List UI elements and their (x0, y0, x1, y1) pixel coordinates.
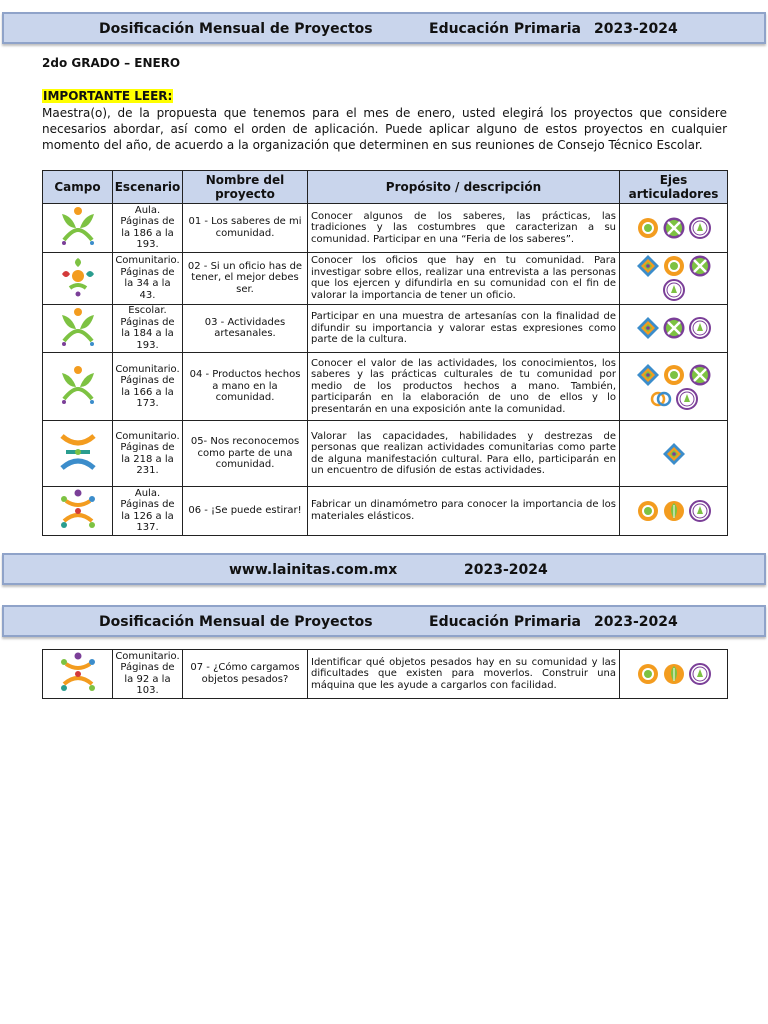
nombre-cell: 01 - Los saberes de mi comunidad. (183, 204, 308, 253)
ejes-icons (635, 216, 713, 240)
ejes-icons (635, 316, 713, 340)
interculturalidad-icon (688, 254, 712, 278)
descripcion-cell: Valorar las capacidades, habilidades y destrezas de personas que realizan actividades comunitarias como parte de alguna manifestación cultural. Para ello, participarán en un encuentro de difusión de estas actividades. (308, 421, 620, 487)
ejes-icons (624, 363, 724, 411)
table-header-row (43, 171, 728, 204)
ejes-cell (620, 421, 728, 487)
escenario-cell: Comunitario. Páginas de la 218 a la 231. (113, 421, 183, 487)
header-banner (2, 12, 766, 44)
descripcion-cell: Conocer el valor de las actividades, los conocimientos, los saberes y las prácticas culturales de tu comunidad por medio de los productos hechos a mano. También, participarán en la elaboración de uno de ellos y lo presentarán en una exposición ante la comunidad. (308, 353, 620, 421)
table-row (43, 650, 728, 699)
de-lo-humano-comunitario-icon (56, 254, 100, 302)
table-row (43, 487, 728, 536)
campo-cell (43, 353, 113, 421)
interculturalidad-icon (688, 363, 712, 387)
ejes-icons (661, 442, 687, 466)
header-level: Educación Primaria (429, 21, 582, 37)
descripcion-cell: Conocer los oficios que hay en tu comunidad. Para investigar sobre ellos, realizar una entrevista a las personas que los ejercen y difundirla en su comunidad con el fin de valorar la importancia de tener un oficio. (308, 252, 620, 304)
footer-banner (2, 553, 766, 585)
column-header-nombre: Nombre del proyecto (183, 171, 308, 204)
lenguajes-icon (56, 430, 100, 478)
pensamiento-critico-icon (636, 499, 660, 523)
table-row (43, 421, 728, 487)
column-header-ejes: Ejes articuladores (620, 171, 728, 204)
important-label: IMPORTANTE LEER: (43, 89, 173, 103)
column-header-campo: Campo (43, 171, 113, 204)
header-banner-page2 (2, 605, 766, 637)
etica-naturaleza-icon (56, 363, 100, 411)
campo-cell (43, 204, 113, 253)
pensamiento-critico-icon (636, 216, 660, 240)
projects-table-page2 (42, 649, 728, 699)
escenario-cell: Comunitario. Páginas de la 34 a la 43. (113, 252, 183, 304)
header-title: Dosificación Mensual de Proyectos (99, 21, 373, 37)
vida-saludable-icon (688, 499, 712, 523)
nombre-cell: 04 - Productos hechos a mano en la comunidad. (183, 353, 308, 421)
escenario-cell: Aula. Páginas de la 186 a la 193. (113, 204, 183, 253)
escenario-cell: Escolar. Páginas de la 184 a la 193. (113, 304, 183, 353)
header-level: Educación Primaria (429, 614, 582, 630)
saberes-cientifico-icon (56, 650, 100, 698)
descripcion-cell: Identificar qué objetos pesados hay en su comunidad y las dificultades que existen para moverlos. Construir una máquina que les ayude a cargarlos con facilidad. (308, 650, 620, 699)
descripcion-cell: Conocer algunos de los saberes, las prácticas, las tradiciones y las costumbres que caracterizan a su comunidad. Participar en una “Feria de los saberes”. (308, 204, 620, 253)
campo-cell (43, 421, 113, 487)
inclusion-icon (636, 363, 660, 387)
etica-naturaleza-icon (56, 305, 100, 353)
vida-saludable-icon (688, 216, 712, 240)
artes-icon (662, 662, 686, 686)
saberes-cientifico-icon (56, 487, 100, 535)
nombre-cell: 03 - Actividades artesanales. (183, 304, 308, 353)
escenario-cell: Comunitario. Páginas de la 92 a la 103. (113, 650, 183, 699)
table-row (43, 252, 728, 304)
table-row (43, 304, 728, 353)
table-row (43, 204, 728, 253)
ejes-cell (620, 204, 728, 253)
descripcion-cell: Participar en una muestra de artesanías con la finalidad de difundir su importancia y valorar estas expresiones como parte de la cultura. (308, 304, 620, 353)
pensamiento-critico-icon (636, 662, 660, 686)
ejes-cell (620, 304, 728, 353)
escenario-cell: Aula. Páginas de la 126 a la 137. (113, 487, 183, 536)
ejes-icons (635, 662, 713, 686)
vida-saludable-icon (688, 662, 712, 686)
vida-saludable-icon (675, 387, 699, 411)
nombre-cell: 06 - ¡Se puede estirar! (183, 487, 308, 536)
descripcion-cell: Fabricar un dinamómetro para conocer la importancia de los materiales elásticos. (308, 487, 620, 536)
footer-year: 2023-2024 (464, 562, 548, 578)
ejes-cell (620, 353, 728, 421)
intro-text: Maestra(o), de la propuesta que tenemos para el mes de enero, usted elegirá los proyectos que considere necesarios abordar, así como el orden de aplicación. Puede aplicar alguno de estos proyectos en cualquier momento del año, de acuerdo a la organización que determinen en sus reuniones de Consejo Técnico Escolar. (42, 106, 727, 152)
inclusion-icon (636, 254, 660, 278)
ejes-icons (624, 254, 724, 302)
pensamiento-critico-icon (662, 254, 686, 278)
projects-table (42, 170, 728, 536)
vida-saludable-icon (662, 278, 686, 302)
column-header-descripcion: Propósito / descripción (308, 171, 620, 204)
header-year: 2023-2024 (594, 614, 678, 630)
footer-website: www.lainitas.com.mx (229, 562, 398, 578)
header-year: 2023-2024 (594, 21, 678, 37)
campo-cell (43, 487, 113, 536)
nombre-cell: 07 - ¿Cómo cargamos objetos pesados? (183, 650, 308, 699)
ejes-cell (620, 487, 728, 536)
campo-cell (43, 304, 113, 353)
vida-saludable-icon (688, 316, 712, 340)
escenario-cell: Comunitario. Páginas de la 166 a la 173. (113, 353, 183, 421)
header-title: Dosificación Mensual de Proyectos (99, 614, 373, 630)
interculturalidad-icon (662, 316, 686, 340)
grade-line: 2do GRADO – ENERO (42, 56, 181, 70)
inclusion-icon (662, 442, 686, 466)
nombre-cell: 02 - Si un oficio has de tener, el mejor debes ser. (183, 252, 308, 304)
etica-naturaleza-icon (56, 204, 100, 252)
table-row (43, 353, 728, 421)
artes-icon (662, 499, 686, 523)
ejes-icons (635, 499, 713, 523)
campo-cell (43, 650, 113, 699)
ejes-cell (620, 650, 728, 699)
nombre-cell: 05- Nos reconocemos como parte de una comunidad. (183, 421, 308, 487)
ejes-cell (620, 252, 728, 304)
interculturalidad-icon (662, 216, 686, 240)
pensamiento-critico-icon (662, 363, 686, 387)
inclusion-icon (636, 316, 660, 340)
campo-cell (43, 252, 113, 304)
column-header-escenario: Escenario (113, 171, 183, 204)
igualdad-genero-icon (649, 387, 673, 411)
